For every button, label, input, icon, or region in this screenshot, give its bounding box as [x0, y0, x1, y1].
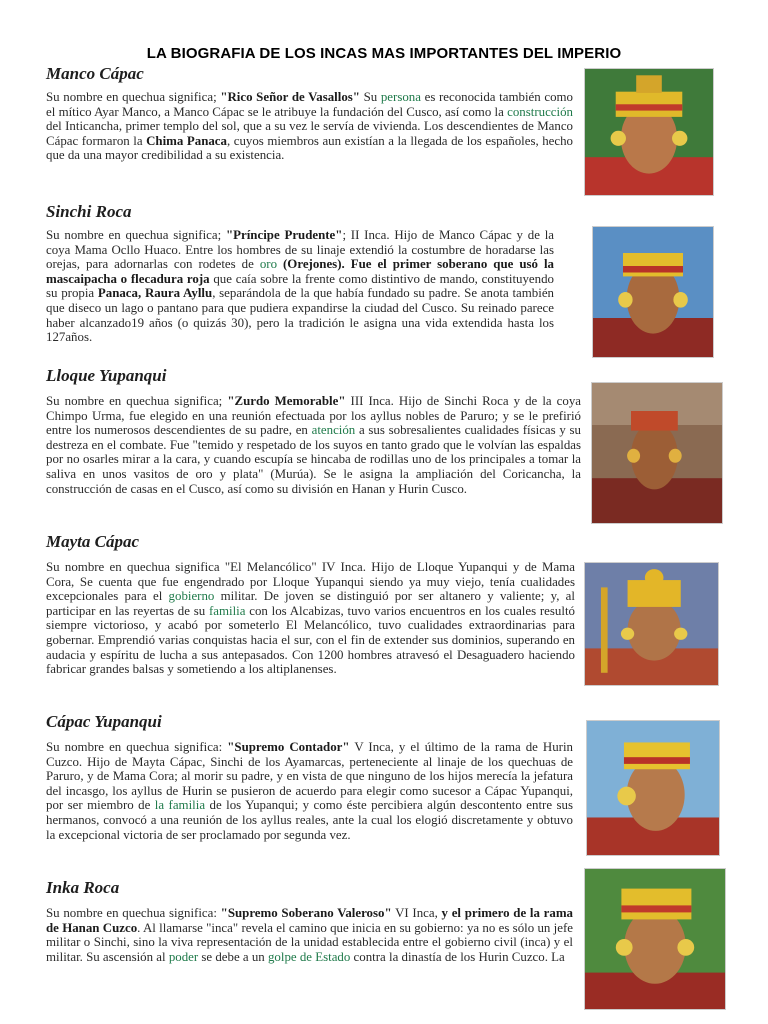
section-heading: Manco Cápac: [46, 64, 144, 83]
section-lloque-yupanqui: [46, 366, 581, 496]
section-sinchi-roca: [46, 202, 554, 345]
link-atencion[interactable]: atención: [311, 423, 356, 438]
link-oro[interactable]: oro: [259, 257, 278, 272]
inca-portrait-icon: [584, 68, 714, 196]
inca-portrait-icon: [591, 382, 723, 524]
link-persona[interactable]: persona: [380, 90, 421, 104]
section-paragraph: Su nombre en quechua significa; "Príncipe Prudente"; II Inca. Hijo de Manco Cápac y de la coya Mama Ocllo Huaco. Entre los hombres de su linaje extendió la costumbre de horadarse las orejas, para adornarlas con rodetes de oro (Orejones). Fue el primer soberano que usó la mascaipacha o flecadura roja que caía sobre la frente como distintivo de mando, constituyendo su propia Panaca, Raura Ayllu, separándola de la que había fundado su padre. Se anota también que diseco un lago o pantano para que pudiera expandirse la ciudad del Cusco. Su reinado parece haber alcanzado19 años (o quizás 30), pero la tradición le asigna una vida extendida hasta los 127años.: [46, 228, 555, 345]
section-heading: Lloque Yupanqui: [46, 366, 167, 385]
section-paragraph: Su nombre en quechua significa; "Zurdo Memorable" III Inca. Hijo de Sinchi Roca y de la coya Chimpo Urma, fue elegido en una reunión efectuada por los ayllus nobles de Paruro; y se le prefirió entre los numerosos descendientes de su padre, en atención a sus sobresalientes cualidades físicas y su destreza en el combate. Fue "temido y respetado de los suyos en tanto grado que le volvían las espaldas por no osarles mirar a la cara, y cuando escupía se hincaba de rodillas uno de los principales a tomar la saliva en unos vasitos de oro y plata" (Murúa). Se le asigna la ampliación del Coricancha, la construcción de casas en el Cusco, así como su división en Hanan y Hurin Cusco.: [46, 394, 582, 496]
section-heading: Sinchi Roca: [46, 202, 132, 221]
link-familia[interactable]: familia: [208, 603, 246, 618]
link-poder[interactable]: poder: [168, 949, 199, 964]
section-mayta-capac: [46, 532, 575, 677]
link-golpe-de-estado[interactable]: golpe de Estado: [267, 949, 351, 964]
section-inka-roca: [46, 878, 573, 964]
section-heading: Cápac Yupanqui: [46, 712, 162, 731]
document-title: LA BIOGRAFIA DE LOS INCAS MAS IMPORTANTES DEL IMPERIO: [146, 45, 622, 62]
section-manco-capac: [46, 64, 573, 163]
inca-portrait-icon: [592, 226, 714, 358]
section-heading: Mayta Cápac: [46, 532, 140, 551]
section-paragraph: Su nombre en quechua significa: "Supremo Soberano Valeroso" VI Inca, y el primero de la rama de Hanan Cuzco. Al llamarse "inca" revela el camino que inicia en su gobierno: ya no es sólo un jefe militar o Sinchi, sino la viva representación de la unidad establecida entre el gobierno civil (inca) y el militar. Su ascensión al poder se debe a un golpe de Estado contra la dinastía de los Hurin Cuzco. La: [46, 906, 573, 964]
section-paragraph: Su nombre en quechua significa "El Melancólico" IV Inca. Hijo de Lloque Yupanqui y de Mama Cora, Se cuenta que fue engendrado por Lloque Yupanqui siendo ya muy viejo, tenía cualidades excepcionales para el gobierno militar. De joven se distinguió por ser altanero y valiente; y, al participar en las reyertas de su familia con los Alcabizas, tuvo varios encuentros en los cuales resultó siempre victorioso, y acabó por someterlo El Melancólico, tuvo cualidades extraordinarias para gobernar. Emprendió varias conquistas hacia el sur, con el fin de extender sus dominios, superando en audacia y espíritu de lucha a sus antepasados. Con 1200 hombres atravesó el Desaguadero haciendo fabricar grandes balsas y sometiendo a los altiplanenses.: [46, 560, 575, 677]
inca-portrait-icon: [584, 868, 726, 1010]
link-gobierno[interactable]: gobierno: [168, 589, 215, 604]
inca-portrait-icon: [584, 562, 719, 686]
section-paragraph: Su nombre en quechua significa; "Rico Señor de Vasallos" Su persona es reconocida también como el mítico Ayar Manco, a Manco Cápac se le atribuye la fundación del Cusco, así como la construcción del Inticancha, primer templo del sol, que a su vez le servía de vivienda. Los descendientes de Manco Cápac formaron la Chima Panaca, cuyos miembros aun existían a la llegada de los españoles, hecho que da una mayor credibilidad a su existencia.: [46, 90, 573, 163]
inca-portrait-icon: [586, 720, 720, 856]
section-heading: Inka Roca: [46, 878, 120, 897]
section-capac-yupanqui: [46, 712, 573, 842]
link-la-familia[interactable]: la familia: [154, 798, 206, 813]
section-paragraph: Su nombre en quechua significa: "Supremo Contador" V Inca, y el último de la rama de Hurin Cuzco. Hijo de Mayta Cápac, Sinchi de los Ayamarcas, perteneciente al linaje de los quechuas de Paruro, y de Mama Cora; al morir su padre, y en vista de que ninguno de los hijos merecía la jefatura del incasgo, los ayllus de Hurin se pusieron de acuerdo para elegir como sucesor a Cápac Yupanqui, por ser miembro de la familia de los Yupanqui; y como éste percibiera algún descontento entre sus hermanos, convocó a una reunión de los ayllus reales, ante la cual los elogió discretamente y obtuvo la excepcional victoria de ser proclamado por segunda vez.: [46, 740, 574, 842]
link-construccion[interactable]: construcción: [507, 104, 573, 119]
